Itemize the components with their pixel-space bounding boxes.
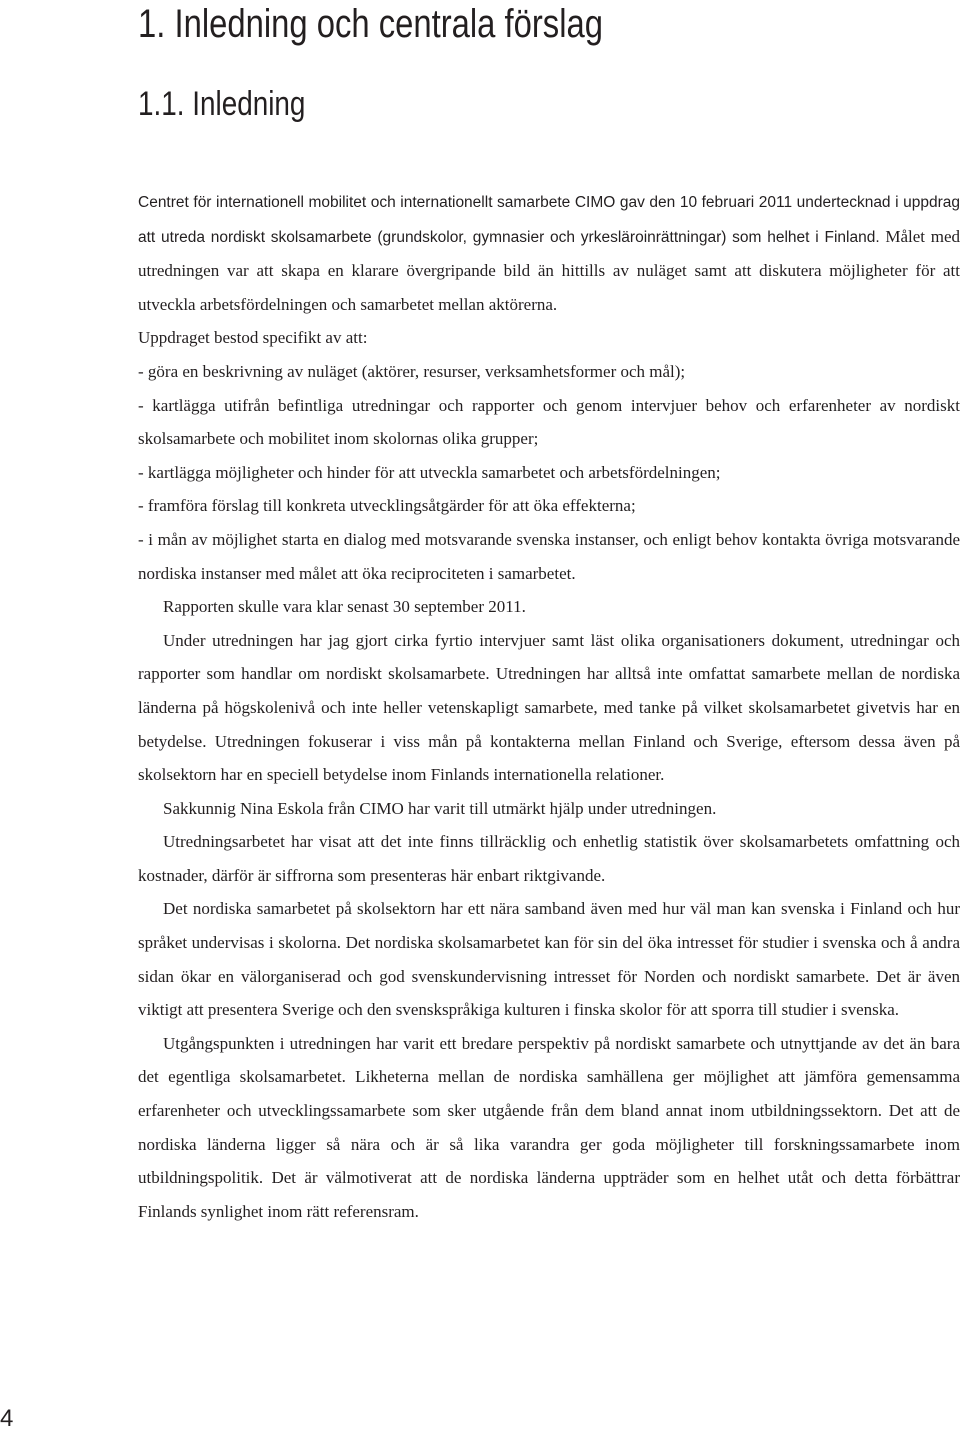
intro-paragraph bbox=[138, 185, 960, 321]
intro-paragraph-serif-run: Målet med utredningen var att skapa en klarare övergripande bild än hittills av nuläget samt att diskutera möjligheter för att utveckla arbetsfördelningen och samarbetet mellan aktörerna. bbox=[138, 226, 960, 314]
body-text bbox=[138, 185, 960, 1228]
paragraph: Utgångspunkten i utredningen har varit ett bredare perspektiv på nordiskt samarbete och utnyttjande av det än bara det egentliga skolsamarbetet. Likheterna mellan de nordiska samhällena ger möjlighet att jämföra gemensamma erfarenheter och utvecklingssamarbete som sker utgående från dem bland annat inom utbildningssektorn. Det att de nordiska länderna ligger så nära och är så lika varandra ger goda möjligheter till forskningssamarbete inom utbildningspolitik. Det är välmotiverat att de nordiska länderna uppträder som en helhet utåt och detta förbättrar Finlands synlighet inom rätt referensram. bbox=[138, 1033, 960, 1221]
intro-paragraph-sans-run: Centret för internationell mobilitet och internationellt samarbete CIMO gav den 10 februari 2011 undertecknad i uppdrag att utreda nordiskt skolsamarbete (grundskolor, gymnasier och yrkesläroinrättningar) som helhet i Finland. bbox=[138, 194, 960, 246]
paragraph: Under utredningen har jag gjort cirka fyrtio intervjuer samt läst olika organisationers dokument, utredningar och rapporter som handlar om nordiskt skolsamarbete. Utredningen har alltså inte omfattat samarbete mellan de nordiska länderna på högskolenivå och inte heller vetenskapligt samarbete, med tanke på vilket skolsamarbetet givetvis har en betydelse. Utredningen fokuserar i viss mån på kontakterna mellan Finland och Sverige, eftersom dessa även på skolsektorn har en speciell betydelse inom Finlands internationella relationer. bbox=[138, 630, 960, 785]
list-item: - framföra förslag till konkreta utvecklingsåtgärder för att öka effekterna; bbox=[138, 496, 636, 516]
list-item: - kartlägga möjligheter och hinder för att utveckla samarbetet och arbetsfördelningen; bbox=[138, 462, 721, 482]
paragraph: Det nordiska samarbetet på skolsektorn har ett nära samband även med hur väl man kan svenska i Finland och hur språket undervisas i skolorna. Det nordiska skolsamarbetet kan för sin del öka intresset för studier i svenska och å andra sidan ökar en välorganiserad och god svenskundervisning intresset för Norden och nordiskt samarbete. Det är även viktigt att presentera Sverige och den svenskspråkiga kulturen i finska skolor för att sporra till studier i svenska. bbox=[138, 899, 960, 1020]
section-heading: 1.1. Inledning bbox=[138, 85, 306, 123]
list-item: - göra en beskrivning av nuläget (aktörer, resurser, verksamhetsformer och mål); bbox=[138, 361, 686, 381]
list-item: - kartlägga utifrån befintliga utredningar och rapporter och genom intervjuer behov och erfarenheter av nordiskt skolsamarbete och mobilitet inom skolornas olika grupper; bbox=[138, 395, 960, 449]
list-intro: Uppdraget bestod specifikt av att: bbox=[138, 328, 368, 348]
paragraph: Sakkunnig Nina Eskola från CIMO har varit till utmärkt hjälp under utredningen. bbox=[163, 798, 717, 818]
paragraph: Rapporten skulle vara klar senast 30 september 2011. bbox=[163, 597, 526, 617]
list-item: - i mån av möjlighet starta en dialog med motsvarande svenska instanser, och enligt behov kontakta övriga motsvarande nordiska instanser med målet att öka reciprociteten i samarbetet. bbox=[138, 529, 960, 583]
chapter-heading: 1. Inledning och centrala förslag bbox=[138, 2, 603, 46]
paragraph: Utredningsarbetet har visat att det inte finns tillräcklig och enhetlig statistik över skolsamarbetets omfattning och kostnader, därför är siffrorna som presenteras här enbart riktgivande. bbox=[138, 832, 960, 885]
page-number: 4 bbox=[0, 1405, 14, 1432]
